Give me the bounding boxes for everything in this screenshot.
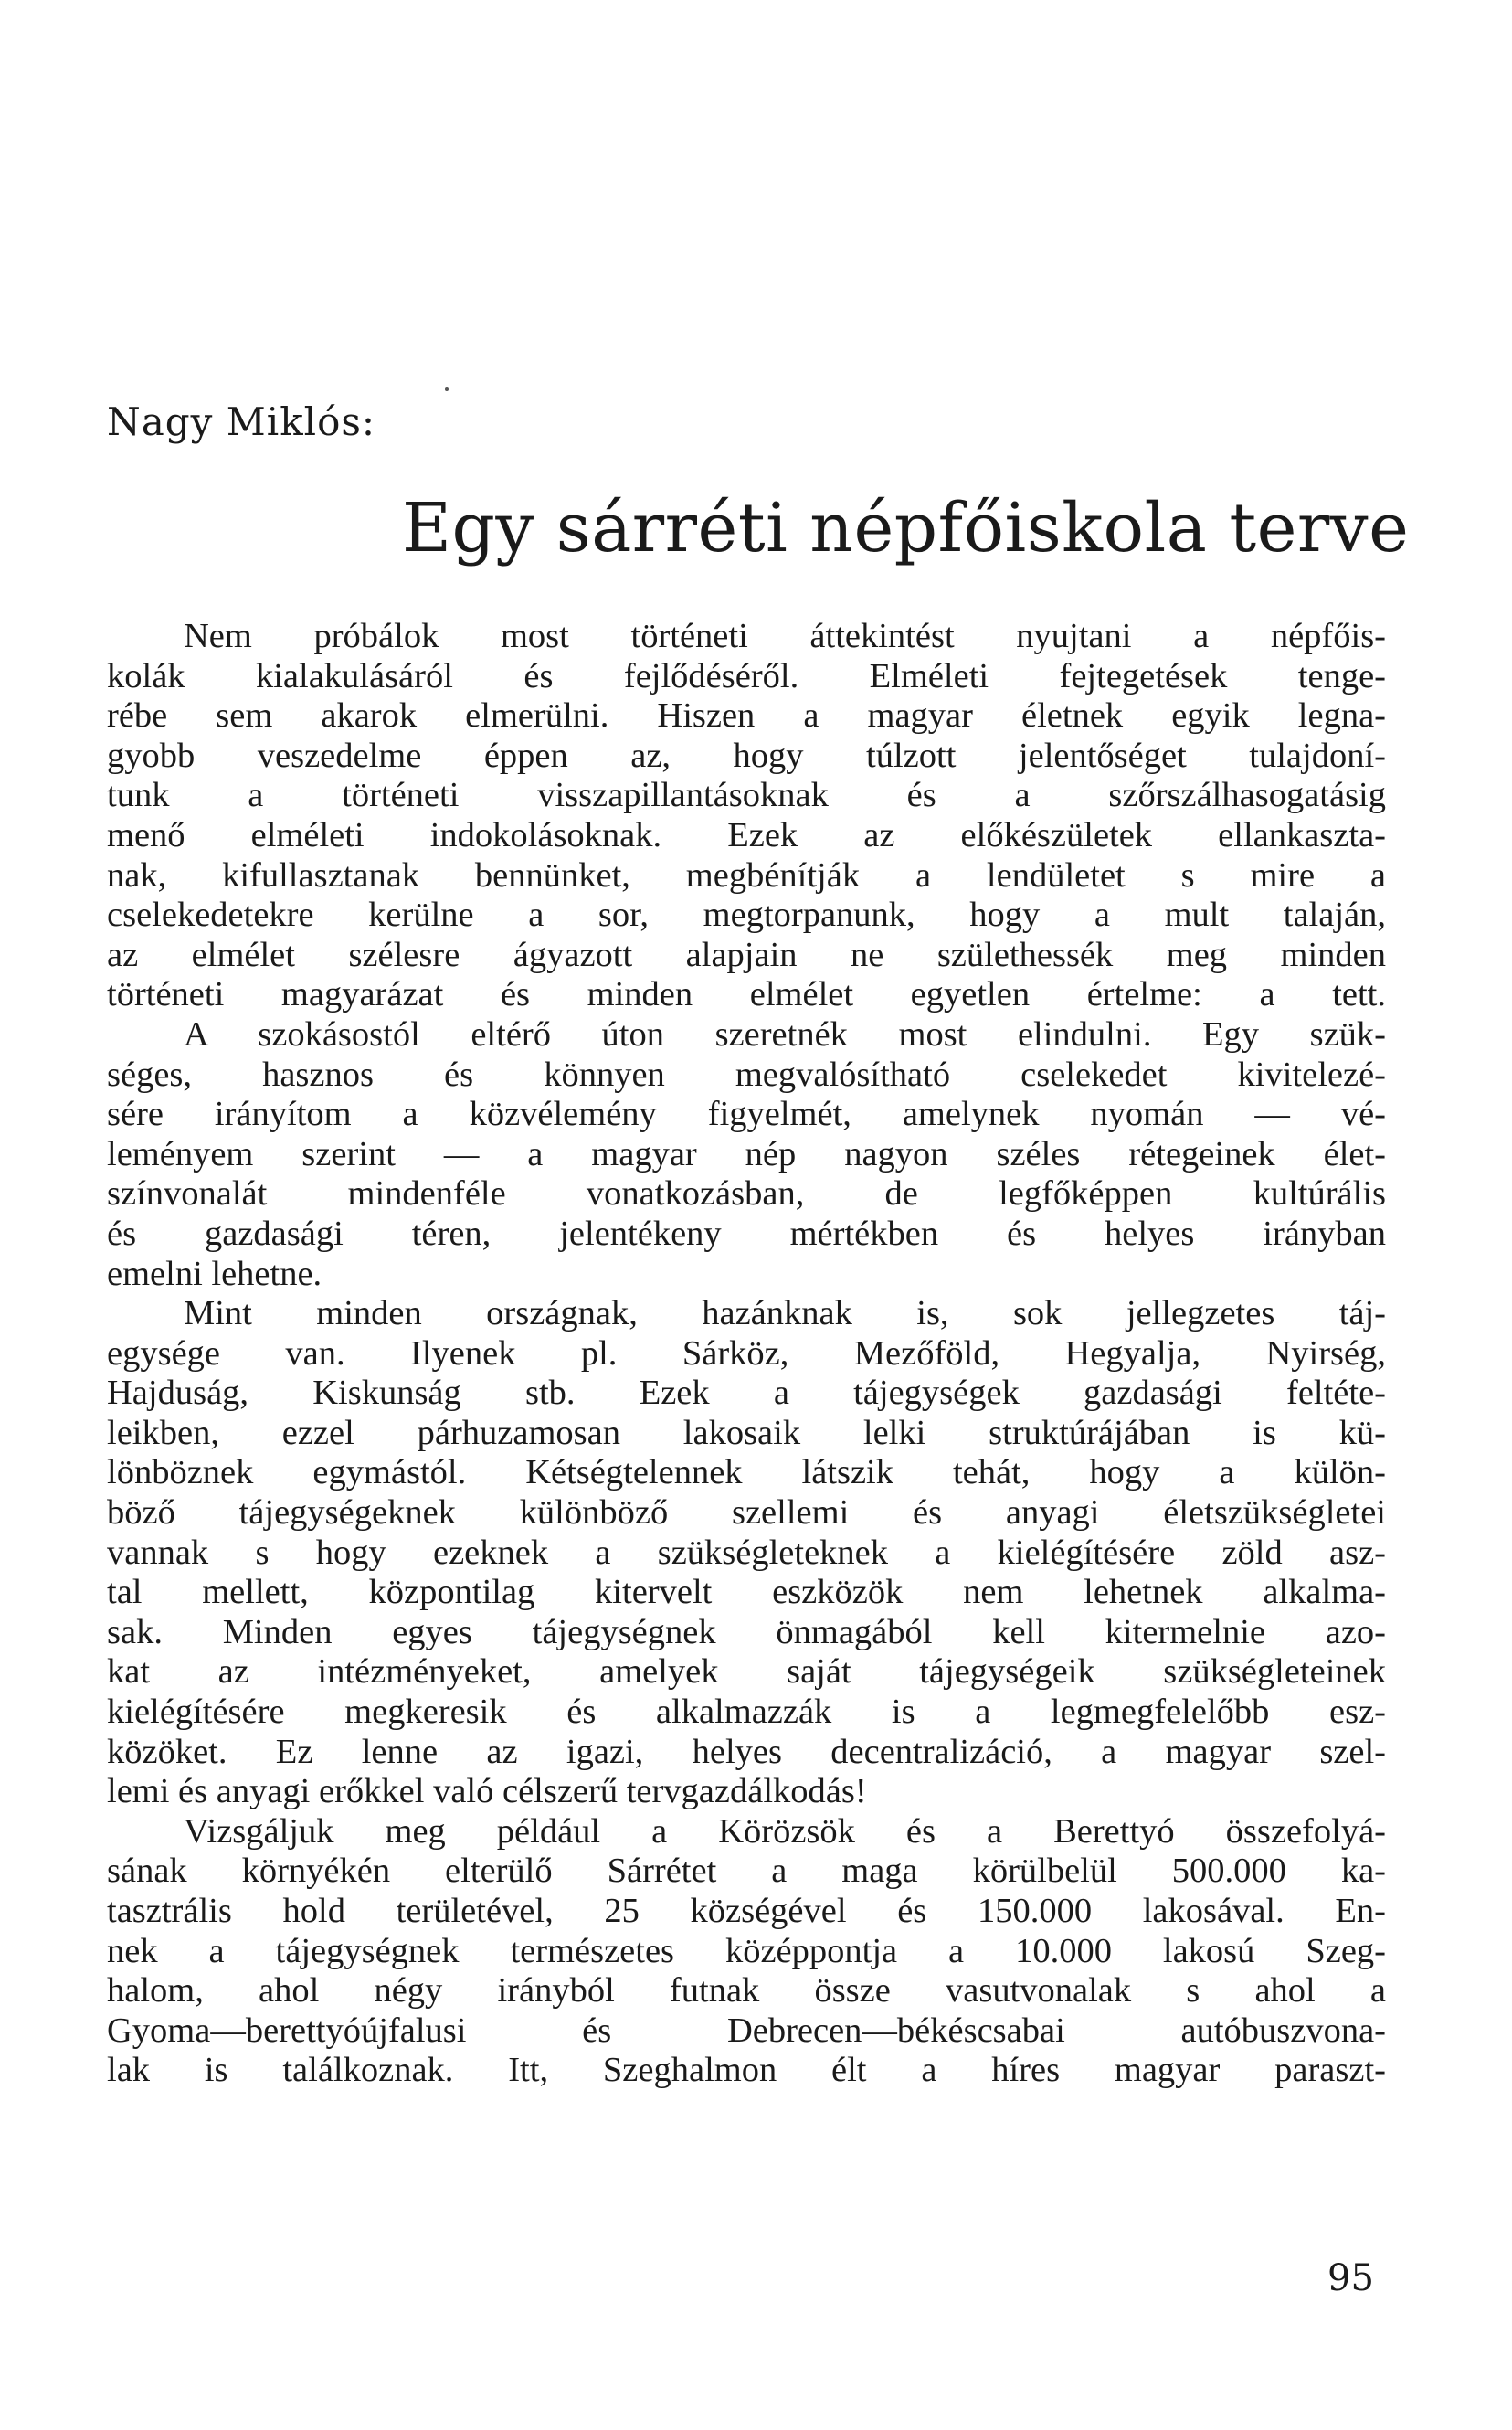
text-line: nek a tájegységnek természetes középpontja a 10.000 lakosú Szeg-	[107, 1931, 1386, 1970]
text-line: lemi és anyagi erőkkel való célszerű tervgazdálkodás!	[107, 1772, 867, 1811]
text-line: emelni lehetne.	[107, 1254, 322, 1293]
text-line: tal mellett, központilag kitervelt eszközök nem lehetnek alkalma-	[107, 1573, 1386, 1612]
text-line: menő elméleti indokolásoknak. Ezek az előkészületek ellankaszta-	[107, 815, 1386, 854]
text-line: tunk a történeti visszapillantásoknak és a szőrszálhasogatásig	[107, 776, 1386, 815]
text-line: böző tájegységeknek különböző szellemi és anyagi életszükségletei	[107, 1493, 1386, 1533]
text-line: gyobb veszedelme éppen az, hogy túlzott jelentőséget tulajdoní-	[107, 736, 1386, 775]
text-line: az elmélet szélesre ágyazott alapjain ne születhessék meg minden	[107, 935, 1386, 974]
text-line: leményem szerint — a magyar nép nagyon széles rétegeinek élet-	[107, 1134, 1386, 1173]
author-name: Nagy Miklós:	[107, 399, 376, 444]
page-number: 95	[1327, 2257, 1374, 2299]
text-line: sak. Minden egyes tájegységnek önmagából kell kitermelnie azo-	[107, 1612, 1386, 1651]
text-line: és gazdasági téren, jelentékeny mértékben és helyes irányban	[107, 1214, 1386, 1253]
text-line: Nem próbálok most történeti áttekintést nyujtani a népfőis-	[184, 617, 1386, 655]
text-line: Gyoma—berettyóújfalusi és Debrecen—békéscsabai autóbuszvona-	[107, 2011, 1386, 2050]
text-line: vannak s hogy ezeknek a szükségleteknek a kielégítésére zöld asz-	[107, 1533, 1386, 1572]
text-line: sére irányítom a közvélemény figyelmét, amelynek nyomán — vé-	[107, 1095, 1386, 1134]
text-line: nak, kifullasztanak bennünket, megbénítják a lendületet s mire a	[107, 855, 1386, 895]
text-line: lönböznek egymástól. Kétségtelennek látszik tehát, hogy a külön-	[107, 1453, 1386, 1492]
text-line: tasztrális hold területével, 25 községével és 150.000 lakosával. En-	[107, 1892, 1386, 1930]
text-line: történeti magyarázat és minden elmélet egyetlen értelme: a tett.	[107, 975, 1386, 1014]
article-title: Egy sárréti népfőiskola terve	[402, 489, 1410, 568]
text-line: kat az intézményeket, amelyek saját tájegységeik szükségleteinek	[107, 1652, 1386, 1692]
text-line: Vizsgáljuk meg például a Körözsök és a Berettyó összefolyá-	[184, 1811, 1386, 1851]
text-line: színvonalát mindenféle vonatkozásban, de legfőképpen kultúrális	[107, 1174, 1386, 1214]
text-line: Hajduság, Kiskunság stb. Ezek a tájegységek gazdasági feltéte-	[107, 1374, 1386, 1413]
text-line: lak is találkoznak. Itt, Szeghalmon élt a híres magyar paraszt-	[107, 2051, 1386, 2090]
text-line: egysége van. Ilyenek pl. Sárköz, Mezőföld, Hegyalja, Nyirség,	[107, 1333, 1386, 1373]
text-line: közöket. Ez lenne az igazi, helyes decentralizáció, a magyar szel-	[107, 1732, 1386, 1771]
print-speck	[445, 387, 449, 391]
article-body	[107, 617, 1386, 2091]
text-line: cselekedetekre kerülne a sor, megtorpanunk, hogy a mult talaján,	[107, 896, 1386, 935]
text-line: kielégítésére megkeresik és alkalmazzák is a legmegfelelőbb esz-	[107, 1693, 1386, 1732]
text-line: rébe sem akarok elmerülni. Hiszen a magyar életnek egyik legna-	[107, 696, 1386, 736]
text-line: Mint minden országnak, hazánknak is, sok jellegzetes táj-	[184, 1294, 1386, 1333]
text-line: sának környékén elterülő Sárrétet a maga körülbelül 500.000 ka-	[107, 1852, 1386, 1891]
text-line: halom, ahol négy irányból futnak össze vasutvonalak s ahol a	[107, 1971, 1386, 2011]
text-line: leikben, ezzel párhuzamosan lakosaik lelki struktúrájában is kü-	[107, 1413, 1386, 1452]
text-line: kolák kialakulásáról és fejlődéséről. Elméleti fejtegetések tenge-	[107, 656, 1386, 695]
text-line: séges, hasznos és könnyen megvalósítható cselekedet kivitelezé-	[107, 1055, 1386, 1094]
text-line: A szokásostól eltérő úton szeretnék most elindulni. Egy szük-	[184, 1014, 1386, 1054]
